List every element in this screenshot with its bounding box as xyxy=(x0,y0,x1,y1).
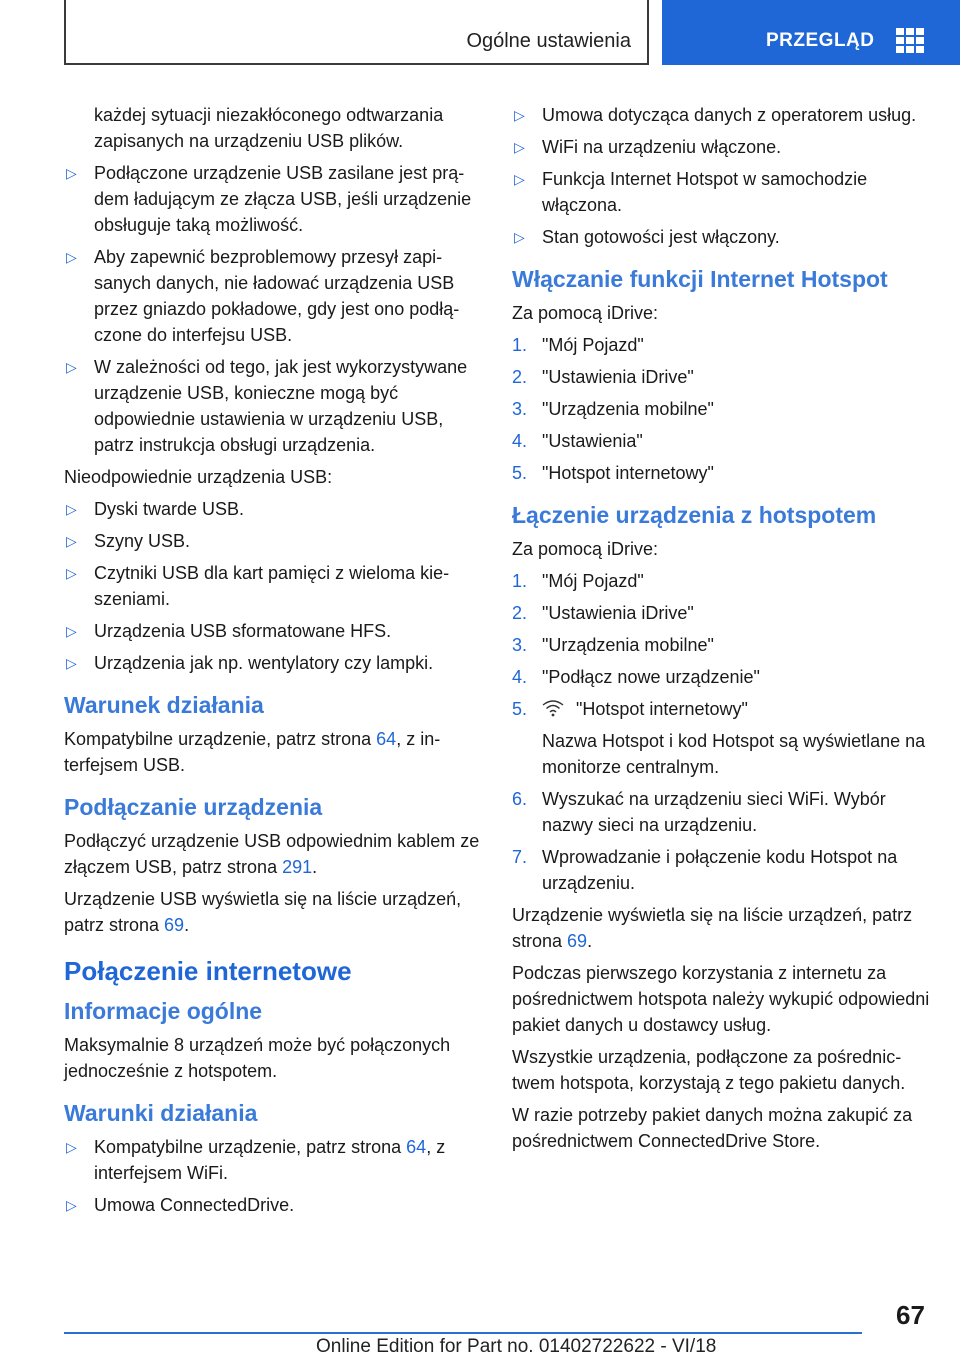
list-item: ▷ Stan gotowości jest włączony. xyxy=(512,224,932,250)
heading-warunek: Warunek działania xyxy=(64,692,264,718)
right-column xyxy=(512,102,932,1160)
continued-text: każdej sytuacji niezakłóconego odtwarzania zapisanych na urządzeniu USB plików. xyxy=(94,105,444,151)
triangle-bullet-icon: ▷ xyxy=(66,565,77,581)
step-item: 1. "Mój Pojazd" xyxy=(512,571,644,591)
triangle-bullet-icon: ▷ xyxy=(66,623,77,639)
heading-info: Informacje ogólne xyxy=(64,998,263,1024)
triangle-bullet-icon: ▷ xyxy=(66,1139,77,1155)
header-section-box xyxy=(64,0,649,65)
list-item: ▷ W zależności od tego, jak jest wykorzystywane urządzenie USB, konieczne mogą być odpowiednie ustawienia w urządzeniu USB, patrz instrukcja obsługi urządzenia. xyxy=(64,354,484,458)
heading-wlaczanie: Włączanie funkcji Internet Hotspot xyxy=(512,266,888,292)
triangle-bullet-icon: ▷ xyxy=(66,533,77,549)
paragraph: Kompatybilne urządzenie, patrz strona 64, z interfejsem USB. xyxy=(64,729,441,775)
footer-edition: Online Edition for Part no. 01402722622 - VI/18 xyxy=(316,1336,717,1357)
triangle-bullet-icon: ▷ xyxy=(66,249,77,265)
list-item: ▷ Urządzenia jak np. wentylatory czy lampki. xyxy=(64,650,484,676)
section-title: Ogólne ustawienia xyxy=(466,30,631,52)
paragraph: Nieodpowiednie urządzenia USB: xyxy=(64,467,333,487)
list-item: ▷ Funkcja Internet Hotspot w samochodzie włączona. xyxy=(512,166,932,218)
step-item: 5. "Hotspot internetowy" xyxy=(512,463,714,483)
step-item: 2. "Ustawienia iDrive" xyxy=(512,603,694,623)
step-item: 2. "Ustawienia iDrive" xyxy=(512,367,694,387)
page-link[interactable]: 64 xyxy=(376,729,397,749)
paragraph: Podczas pierwszego korzystania z internetu za pośrednictwem hotspota należy wykupić odpowiedni pakiet danych u dostawcy usług. xyxy=(512,963,930,1035)
triangle-bullet-icon: ▷ xyxy=(66,1197,77,1213)
list-item: ▷ Kompatybilne urządzenie, patrz strona 64, z interfejsem WiFi. xyxy=(64,1134,484,1186)
heading-warunki: Warunki działania xyxy=(64,1100,258,1126)
list-item: ▷ Dyski twarde USB. xyxy=(64,496,484,522)
step-item: 7. Wprowadzanie i połączenie kodu Hotspot na urządzeniu. xyxy=(512,847,898,893)
paragraph: Maksymalnie 8 urządzeń może być połączonych jednocześnie z hotspotem. xyxy=(64,1035,451,1081)
list-item: ▷ Umowa ConnectedDrive. xyxy=(64,1192,484,1218)
step-item: 4. "Ustawienia" xyxy=(512,431,643,451)
triangle-bullet-icon: ▷ xyxy=(66,655,77,671)
paragraph: Wszystkie urządzenia, podłączone za pośrednictwem hotspota, korzystają z tego pakietu danych. xyxy=(512,1047,906,1093)
triangle-bullet-icon: ▷ xyxy=(514,107,525,123)
paragraph: Za pomocą iDrive: xyxy=(512,303,659,323)
list-item: ▷ Aby zapewnić bezproblemowy przesył zapisanych danych, nie ładować urządzenia USB przez gniazdo pokładowe, gdy jest ono podłączone do interfejsu USB. xyxy=(64,244,484,348)
step-item: 1. "Mój Pojazd" xyxy=(512,335,644,355)
list-item: ▷ Szyny USB. xyxy=(64,528,484,554)
list-item: ▷ Podłączone urządzenie USB zasilane jest prądem ładującym ze złącza USB, jeśli urządzenie obsługuje taką możliwość. xyxy=(64,160,484,238)
page-link[interactable]: 64 xyxy=(406,1137,427,1157)
page-link[interactable]: 69 xyxy=(567,931,588,951)
list-item: ▷ Czytniki USB dla kart pamięci z wieloma kieszeniami. xyxy=(64,560,484,612)
triangle-bullet-icon: ▷ xyxy=(514,171,525,187)
page-link[interactable]: 69 xyxy=(164,915,185,935)
paragraph: W razie potrzeby pakiet danych można zakupić za pośrednictwem ConnectedDrive Store. xyxy=(512,1105,913,1151)
list-item: ▷ Urządzenia USB sformatowane HFS. xyxy=(64,618,484,644)
page-link[interactable]: 291 xyxy=(282,857,313,877)
paragraph: Za pomocą iDrive: xyxy=(512,539,659,559)
step-item: 4. "Podłącz nowe urządzenie" xyxy=(512,667,760,687)
triangle-bullet-icon: ▷ xyxy=(66,359,77,375)
step-item: 6. Wyszukać na urządzeniu sieci WiFi. Wybór nazwy sieci na urządzeniu. xyxy=(512,789,886,835)
wifi-icon xyxy=(542,699,564,717)
paragraph: Urządzenie wyświetla się na liście urządzeń, patrz strona 69. xyxy=(512,905,913,951)
heading-laczenie: Łączenie urządzenia z hotspotem xyxy=(512,502,877,528)
paragraph: Podłączyć urządzenie USB odpowiednim kablem ze złączem USB, patrz strona 291. xyxy=(64,831,480,877)
footer-divider xyxy=(64,1332,862,1334)
heading-podlaczanie: Podłączanie urządzenia xyxy=(64,794,323,820)
page-number: 67 xyxy=(896,1300,925,1330)
paragraph: Urządzenie USB wyświetla się na liście urządzeń, patrz strona 69. xyxy=(64,889,462,935)
list-item: ▷ WiFi na urządzeniu włączone. xyxy=(512,134,932,160)
triangle-bullet-icon: ▷ xyxy=(66,165,77,181)
step-item: 3. "Urządzenia mobilne" xyxy=(512,399,714,419)
step-note: Nazwa Hotspot i kod Hotspot są wyświetlane na monitorze centralnym. xyxy=(542,731,926,777)
grid-icon xyxy=(896,28,924,54)
triangle-bullet-icon: ▷ xyxy=(66,501,77,517)
step-item: 5. "Hotspot internetowy" Nazwa Hotspot i kod Hotspot są wyświetlane na monitorze centralnym. xyxy=(512,696,932,780)
overview-tab[interactable] xyxy=(662,0,960,65)
triangle-bullet-icon: ▷ xyxy=(514,139,525,155)
list-item: ▷ Umowa dotycząca danych z operatorem usług. xyxy=(512,102,932,128)
overview-tab-label: PRZEGLĄD xyxy=(766,30,875,51)
triangle-bullet-icon: ▷ xyxy=(514,229,525,245)
left-column xyxy=(64,102,484,1224)
step-item: 3. "Urządzenia mobilne" xyxy=(512,635,714,655)
heading-internet: Połączenie internetowe xyxy=(64,956,352,986)
